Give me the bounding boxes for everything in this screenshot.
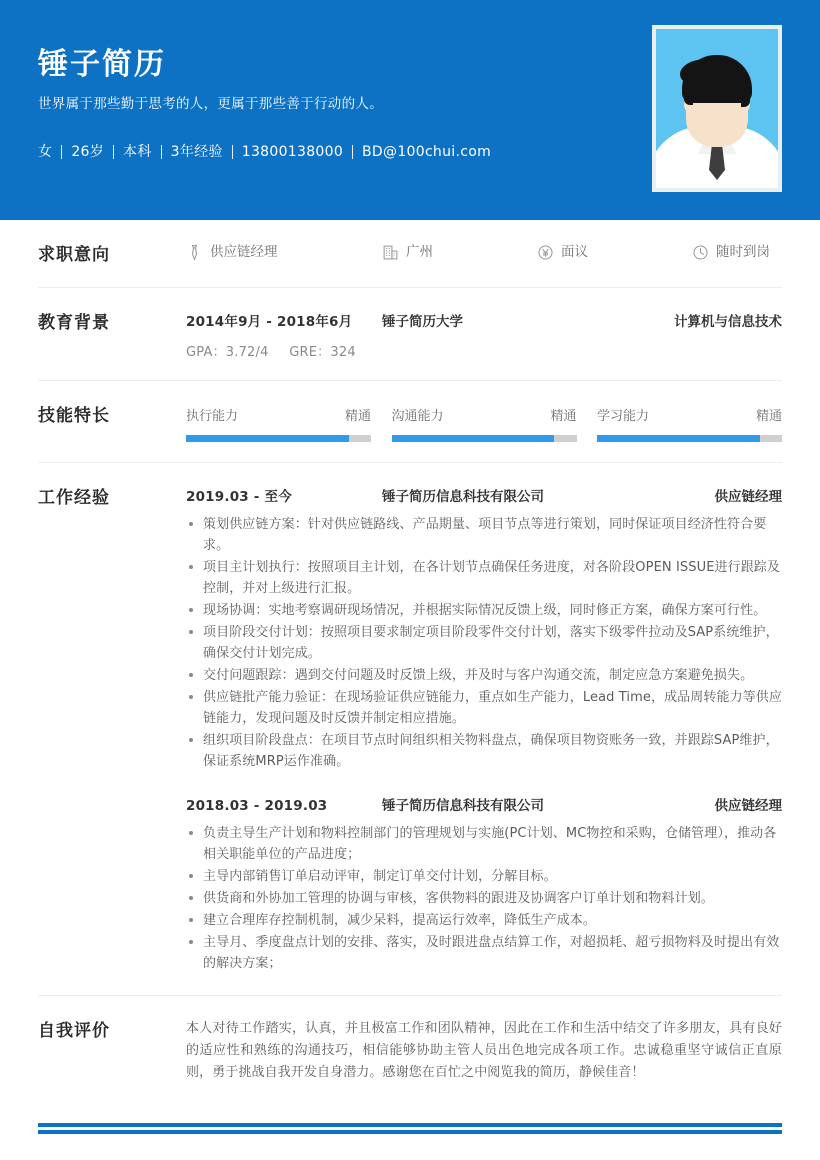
job-intent-position-label: 供应链经理: [210, 244, 278, 260]
job-bullet: 现场协调：实地考察调研现场情况，并根据实际情况反馈上级，同时修正方案，确保方案可行性。: [186, 600, 782, 621]
job-intent-city-label: 广州: [406, 244, 433, 260]
section-label-education: 教育背景: [38, 313, 110, 333]
job-title: 供应链经理: [714, 489, 782, 505]
job-bullet: 供货商和外协加工管理的协调与审核，客供物料的跟进及协调客户订单计划和物料计划。: [186, 888, 782, 909]
skill-header: [597, 405, 782, 424]
basic-separator: [61, 145, 62, 159]
skill-item: [392, 405, 577, 442]
basic-email: BD@100chui.com: [362, 144, 492, 160]
skill-progress-track: [392, 435, 577, 442]
candidate-motto: 世界属于那些勤于思考的人，更属于那些善于行动的人。: [38, 96, 383, 112]
basic-separator: [232, 145, 233, 159]
education-gpa: GPA：3.72/4: [186, 345, 269, 360]
avatar-frame: [652, 25, 782, 192]
skill-header: [186, 405, 371, 424]
basic-phone: 13800138000: [241, 144, 344, 160]
job-date: 2018.03 - 2019.03: [186, 798, 328, 814]
section-skills: [38, 381, 782, 463]
job-bullet: 建立合理库存控制机制，减少呆料，提高运行效率，降低生产成本。: [186, 910, 782, 931]
work-experience-list: [186, 485, 782, 975]
skill-progress-fill: [597, 435, 760, 442]
section-job-intent: [38, 220, 782, 288]
basic-age: 26岁: [71, 144, 105, 160]
building-icon: [382, 244, 399, 261]
skills-row: [186, 403, 782, 442]
job-bullet-list: [186, 823, 782, 974]
avatar-hair-side-left: [684, 81, 693, 105]
basic-separator: [352, 145, 353, 159]
section-label-self-evaluation: 自我评价: [38, 1021, 110, 1041]
section-label-skills: 技能特长: [38, 406, 110, 426]
job-intent-salary: [537, 242, 692, 262]
section-work-experience: [38, 463, 782, 996]
skill-item: [186, 405, 371, 442]
skill-progress-fill: [392, 435, 555, 442]
skill-name: 学习能力: [597, 409, 650, 424]
job-title: 供应链经理: [714, 798, 782, 814]
education-scores: [186, 341, 782, 360]
job-date: 2019.03 - 至今: [186, 489, 292, 505]
job-intent-position: [186, 242, 382, 262]
job-intent-salary-label: 面议: [561, 244, 588, 260]
skill-level: 精通: [550, 409, 577, 424]
skill-progress-track: [186, 435, 371, 442]
avatar: [656, 29, 778, 188]
education-date: 2014年9月 - 2018年6月: [186, 314, 353, 330]
education-gre: GRE：324: [289, 345, 356, 360]
job-header: [186, 485, 782, 505]
header-text-block: [38, 46, 638, 162]
resume-content: [0, 220, 820, 1104]
section-self-evaluation: [38, 996, 782, 1104]
footer-bar-top: [38, 1123, 782, 1127]
footer-decoration: [38, 1123, 782, 1134]
skill-progress-fill: [186, 435, 349, 442]
candidate-name: 锤子简历: [38, 47, 166, 82]
job-intent-row: [186, 242, 782, 262]
skill-progress-track: [597, 435, 782, 442]
clock-icon: [692, 244, 709, 261]
job-bullet: 策划供应链方案：针对供应链路线、产品期量、项目节点等进行策划，同时保证项目经济性符合要求。: [186, 514, 782, 556]
resume-header: [0, 0, 820, 220]
job-intent-city: [382, 242, 537, 262]
footer-bar-bottom: [38, 1130, 782, 1134]
skill-name: 执行能力: [186, 409, 239, 424]
avatar-hair-side-right: [741, 81, 750, 107]
education-school: 锤子简历大学: [382, 314, 463, 330]
skill-item: [597, 405, 782, 442]
job-bullet: 主导月、季度盘点计划的安排、落实，及时跟进盘点结算工作，对超损耗、超亏损物料及时提出有效的解决方案；: [186, 932, 782, 974]
section-label-job-intent: 求职意向: [38, 245, 110, 265]
job-bullet: 供应链批产能力验证：在现场验证供应链能力，重点如生产能力，Lead Time，成品周转能力等供应链能力，发现问题及时反馈并制定相应措施。: [186, 687, 782, 729]
job-bullet: 项目阶段交付计划：按照项目要求制定项目阶段零件交付计划，落实下级零件拉动及SAP系统维护，确保交付计划完成。: [186, 622, 782, 664]
work-experience-item: [186, 794, 782, 974]
necktie-icon: [186, 244, 203, 261]
job-bullet: 项目主计划执行：按照项目主计划，在各计划节点确保任务进度，对各阶段OPEN ISSUE进行跟踪及控制，并对上级进行汇报。: [186, 557, 782, 599]
education-major: 计算机与信息技术: [674, 314, 782, 330]
basic-info-line: [38, 142, 638, 162]
job-intent-availability-label: 随时到岗: [716, 244, 770, 260]
job-bullet: 负责主导生产计划和物料控制部门的管理规划与实施(PC计划、MC物控和采购，仓储管理），推动各相关职能单位的产品进度；: [186, 823, 782, 865]
job-intent-availability: [692, 242, 770, 262]
job-bullet: 主导内部销售订单启动评审，制定订单交付计划，分解目标。: [186, 866, 782, 887]
skill-level: 精通: [755, 409, 782, 424]
section-education: [38, 288, 782, 381]
basic-degree: 本科: [123, 144, 152, 160]
skill-name: 沟通能力: [391, 409, 444, 424]
education-row: [186, 310, 782, 330]
basic-experience: 3年经验: [170, 144, 223, 160]
basic-gender: 女: [38, 144, 53, 160]
self-evaluation-text: 本人对待工作踏实，认真，并且极富工作和团队精神，因此在工作和生活中结交了许多朋友，具有良好的适应性和熟练的沟通技巧，相信能够协助主管人员出色地完成各项工作。忠诚稳重坚守诚信正直原则，勇于挑战自我开发自身潜力。感谢您在百忙之中阅览我的简历，静候佳音！: [186, 1021, 782, 1080]
basic-separator: [161, 145, 162, 159]
job-bullet: 交付问题跟踪：遇到交付问题及时反馈上级，并及时与客户沟通交流，制定应急方案避免损失。: [186, 665, 782, 686]
job-company: 锤子简历信息科技有限公司: [382, 798, 544, 814]
basic-separator: [113, 145, 114, 159]
job-bullet: 组织项目阶段盘点：在项目节点时间组织相关物料盘点，确保项目物资账务一致，并跟踪SAP维护，保证系统MRP运作准确。: [186, 730, 782, 772]
skill-header: [392, 405, 577, 424]
skill-level: 精通: [344, 409, 371, 424]
job-company: 锤子简历信息科技有限公司: [382, 489, 544, 505]
section-label-work-experience: 工作经验: [38, 488, 110, 508]
yen-circle-icon: [537, 244, 554, 261]
work-experience-item: [186, 485, 782, 772]
job-bullet-list: [186, 514, 782, 772]
job-header: [186, 794, 782, 814]
